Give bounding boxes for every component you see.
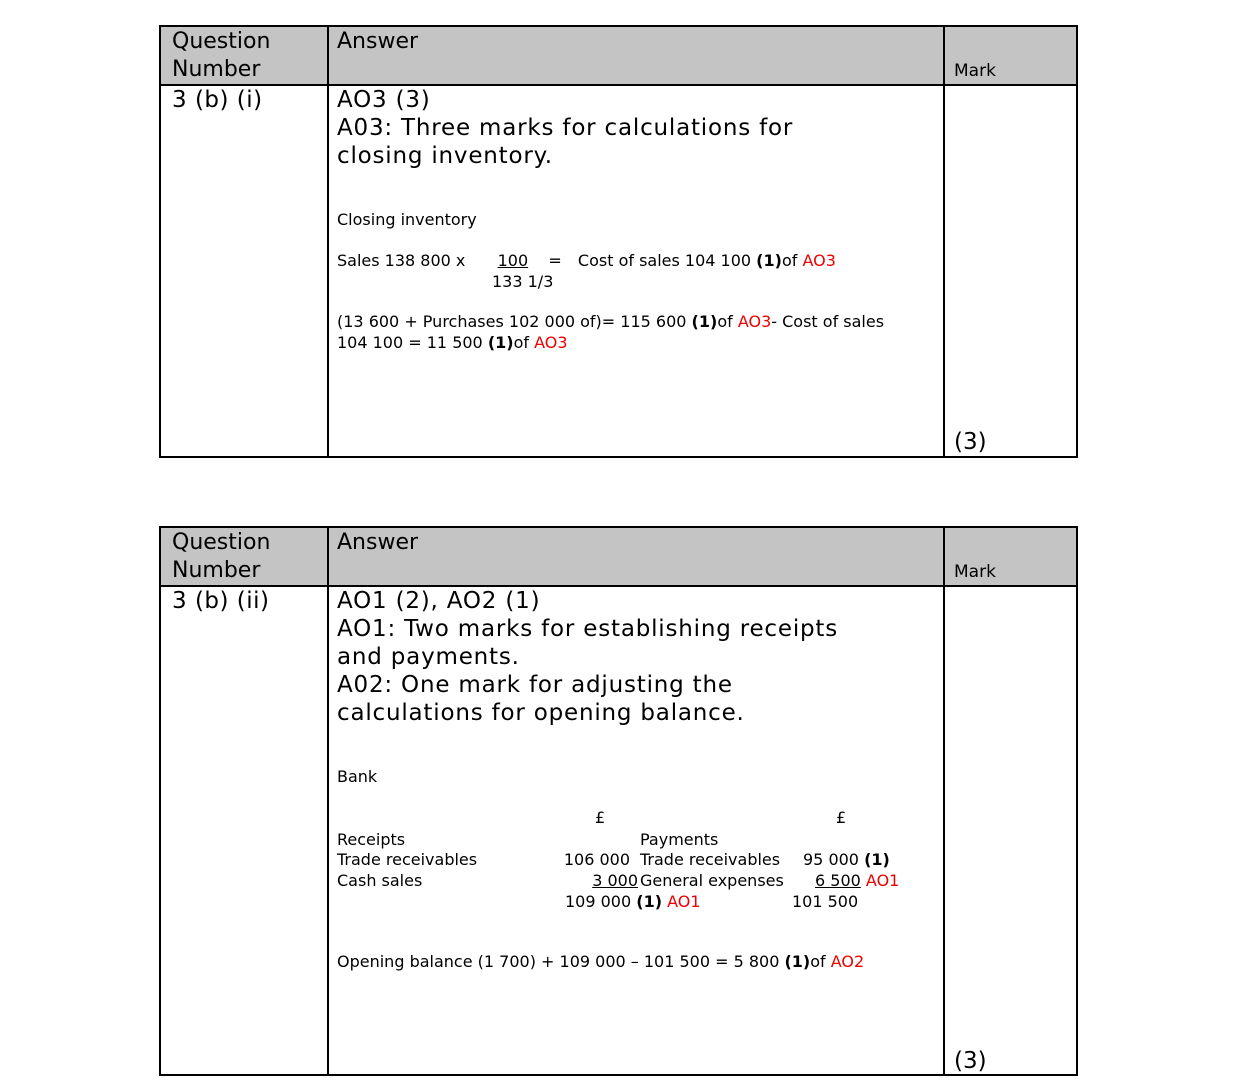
answer-header: Answer bbox=[337, 530, 419, 555]
question-number-header: Question Number bbox=[172, 530, 271, 583]
receipts-total: 109 000 (1) AO1 bbox=[565, 892, 701, 911]
ao-description: A02: One mark for adjusting the bbox=[337, 672, 733, 698]
ao-description: calculations for opening balance. bbox=[337, 700, 745, 726]
opening-balance-line: Opening balance (1 700) + 109 000 – 101 500 = 5 800 (1)of AO2 bbox=[337, 952, 865, 971]
list-item-amount: 3 000 bbox=[592, 871, 638, 890]
ao-tag: AO3 bbox=[534, 333, 568, 352]
mark-header: Mark bbox=[954, 61, 996, 81]
payments-total: 101 500 bbox=[792, 892, 859, 911]
ao-tag: AO3 bbox=[737, 312, 772, 331]
section-heading: Closing inventory bbox=[337, 210, 477, 229]
list-item: Trade receivables bbox=[640, 850, 781, 869]
table-header bbox=[161, 528, 1076, 587]
mark-header: Mark bbox=[954, 562, 996, 582]
column-divider bbox=[327, 27, 329, 456]
question-number-header: Question Number bbox=[172, 29, 271, 82]
question-number: 3 (b) (ii) bbox=[172, 588, 270, 614]
list-item-amount: 106 000 bbox=[563, 850, 630, 869]
table-header bbox=[161, 27, 1076, 86]
fraction-numerator: 100 bbox=[497, 251, 529, 270]
column-divider bbox=[943, 528, 945, 1074]
ao-description: A03: Three marks for calculations for bbox=[337, 115, 794, 141]
ao-description: AO1: Two marks for establishing receipts bbox=[337, 616, 839, 642]
ao-tag: AO2 bbox=[830, 952, 865, 971]
list-item-amount: 6 500 AO1 bbox=[815, 871, 900, 890]
receipts-label: Receipts bbox=[337, 830, 406, 849]
ao-description: closing inventory. bbox=[337, 143, 553, 169]
column-divider bbox=[943, 27, 945, 456]
payments-label: Payments bbox=[640, 830, 719, 849]
ao-title: AO1 (2), AO2 (1) bbox=[337, 588, 541, 614]
marks-total: (3) bbox=[954, 1048, 987, 1074]
list-item: Cash sales bbox=[337, 871, 423, 890]
calculation-line: (13 600 + Purchases 102 000 of)= 115 600 (1)of AO3- Cost of sales 104 100 = 11 500 (1)of AO3 bbox=[337, 312, 885, 352]
fraction-denominator: 133 1/3 bbox=[492, 272, 554, 291]
currency-symbol: £ bbox=[836, 808, 847, 827]
ao-tag: AO3 bbox=[802, 251, 836, 270]
question-number: 3 (b) (i) bbox=[172, 87, 263, 113]
ao-description: and payments. bbox=[337, 644, 520, 670]
list-item-amount: 95 000 (1) bbox=[803, 850, 890, 869]
ao-title: AO3 (3) bbox=[337, 87, 431, 113]
list-item: General expenses bbox=[640, 871, 784, 890]
mark-scheme-table-3bi bbox=[159, 25, 1078, 458]
assessment-objective-block bbox=[337, 86, 793, 170]
assessment-objective-block bbox=[337, 587, 838, 727]
list-item: Trade receivables bbox=[337, 850, 478, 869]
currency-symbol: £ bbox=[595, 808, 606, 827]
marks-total: (3) bbox=[954, 429, 987, 455]
section-heading: Bank bbox=[337, 767, 378, 786]
calculation-line: Sales 138 800 x 100 = Cost of sales 104 100 (1)of AO3 bbox=[337, 251, 836, 270]
mark-scheme-table-3bii bbox=[159, 526, 1078, 1076]
answer-header: Answer bbox=[337, 29, 419, 54]
column-divider bbox=[327, 528, 329, 1074]
